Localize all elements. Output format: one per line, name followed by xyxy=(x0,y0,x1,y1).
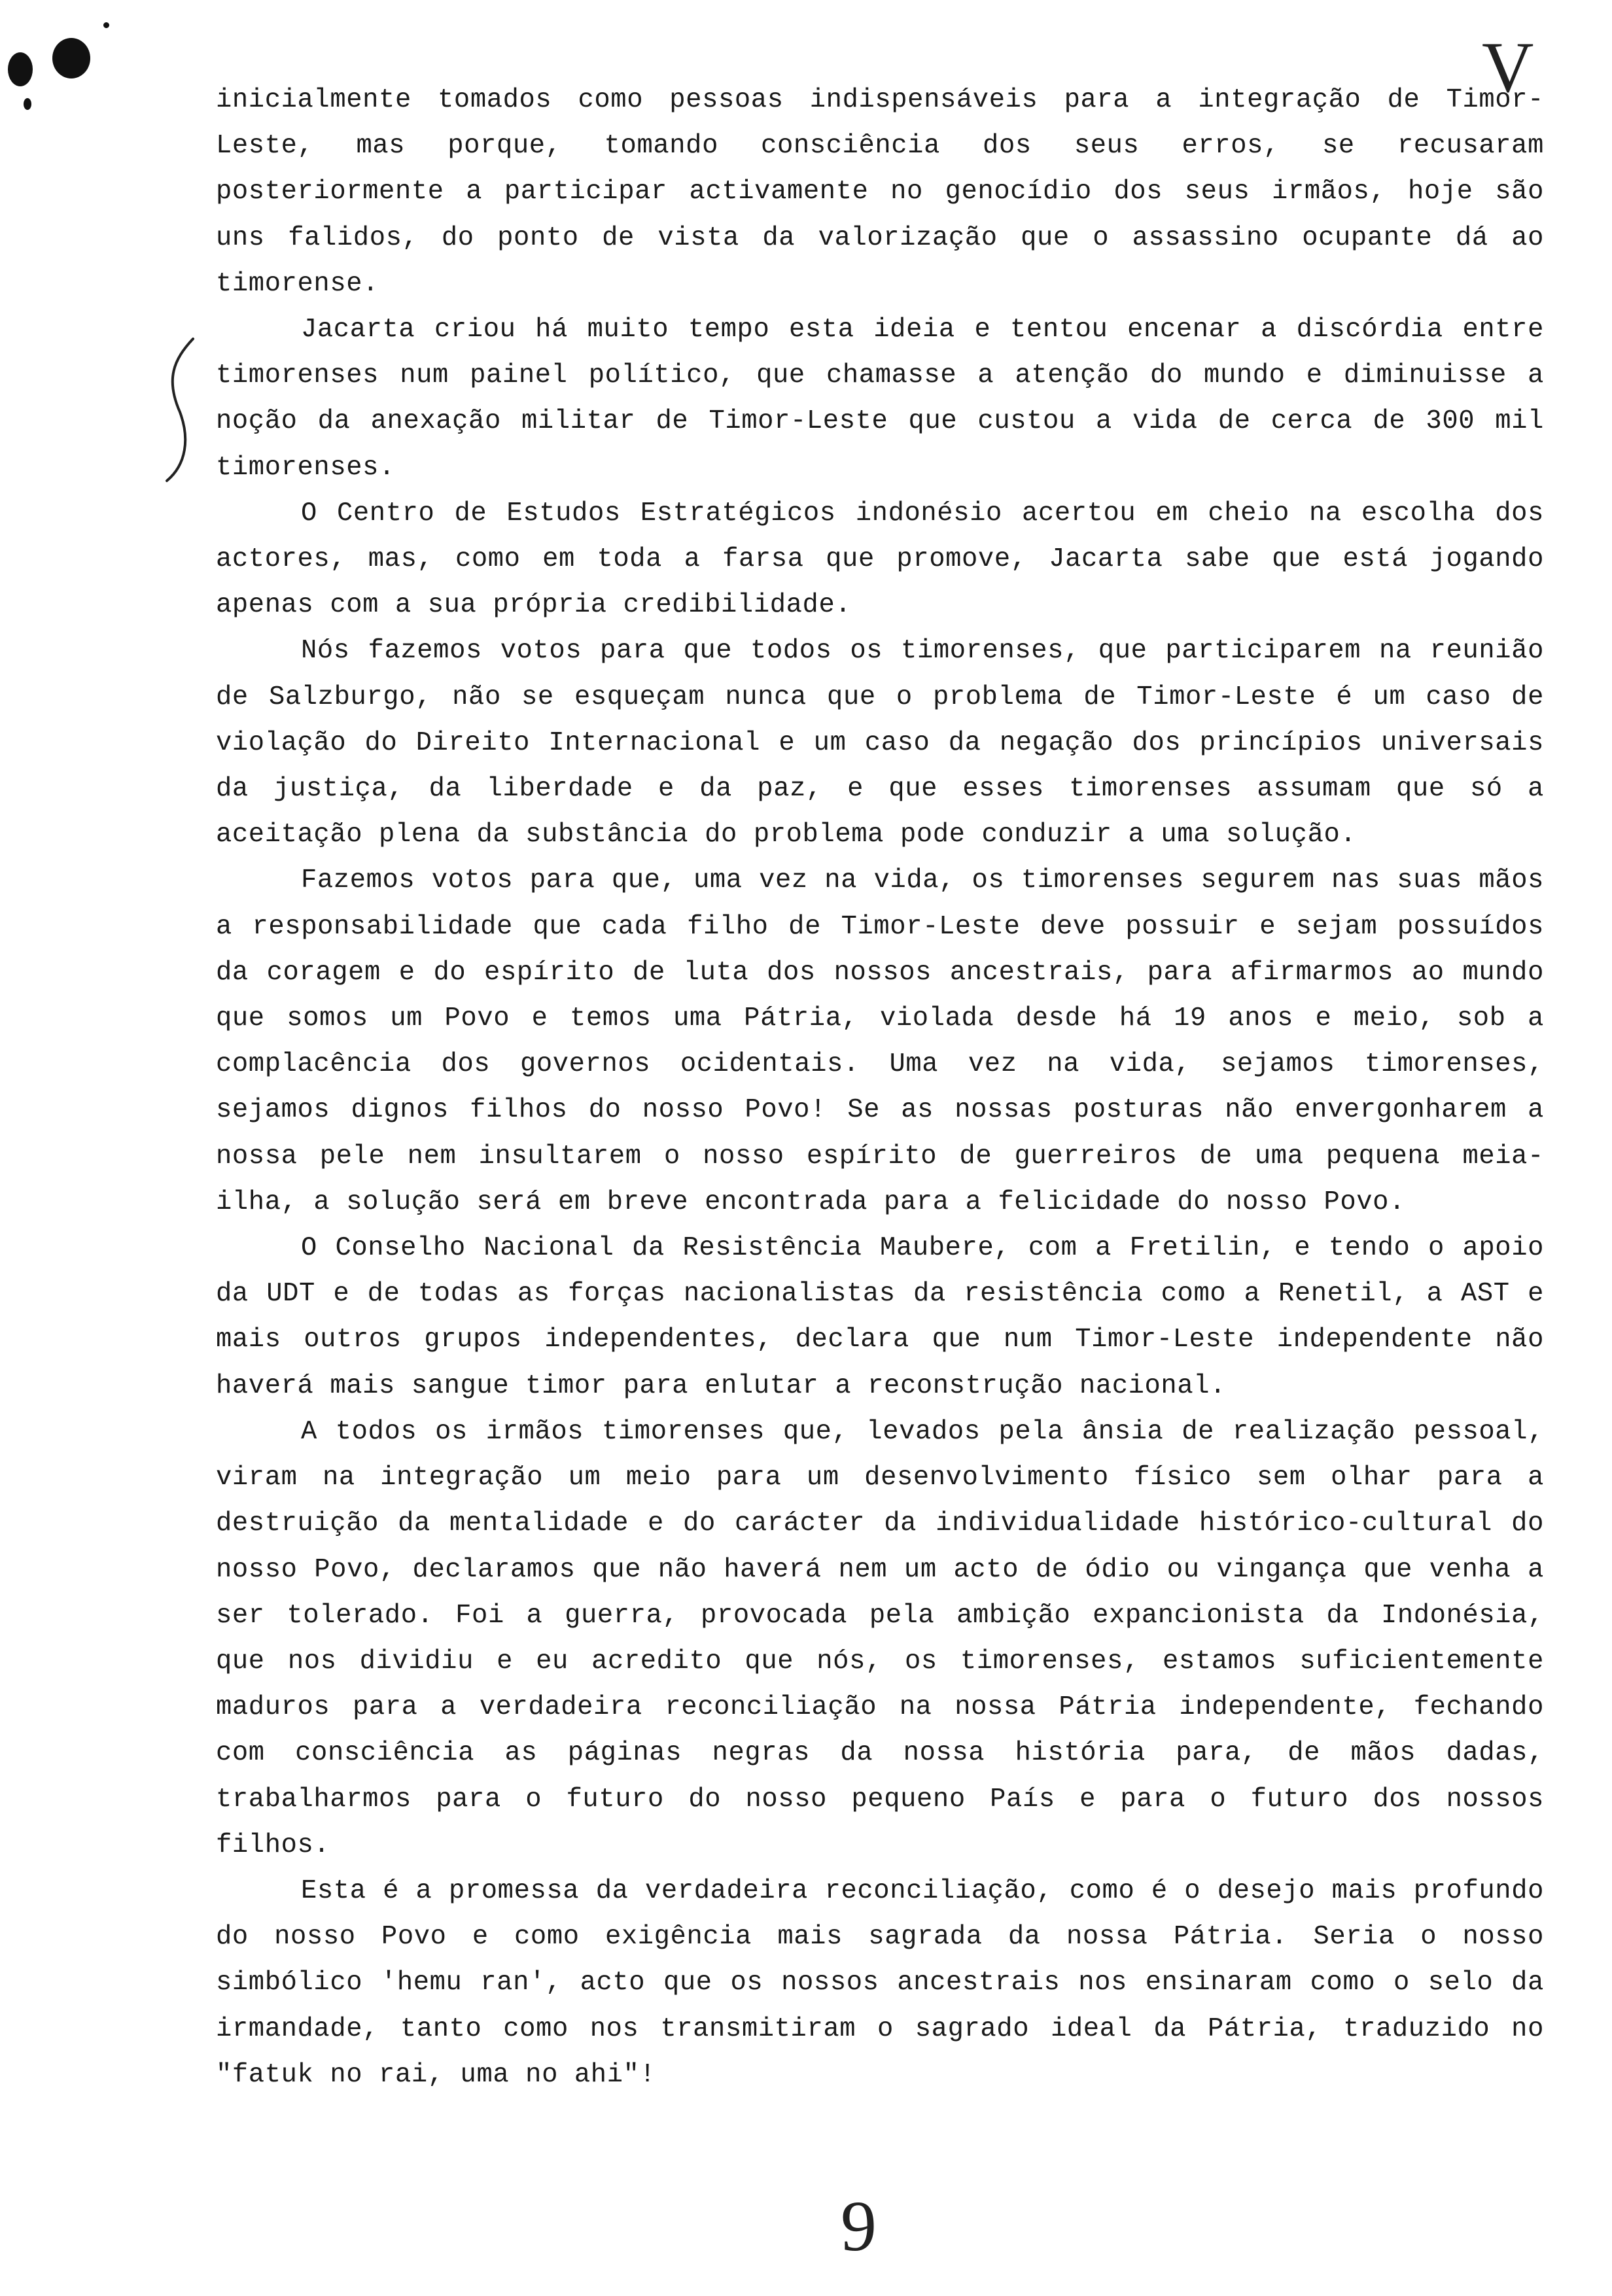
paragraph: Esta é a promessa da verdadeira reconciliação, como é o desejo mais profundo do nosso Povo e como exigência mais sagrada da nossa Pátria. Seria o nosso simbólico 'hemu ran', acto que os nossos ancestrais nos ensinaram como o selo da irmandade, tanto como nos transmitiram o sagrado ideal da Pátria, traduzido no "fatuk no rai, uma no ahi"! xyxy=(216,1875,1544,2090)
paragraph: Fazemos votos para que, uma vez na vida, os timorenses segurem nas suas mãos a responsabilidade que cada filho de Timor-Leste deve possuir e sejam possuídos da coragem e do espírito de luta dos nossos ancestrais, para afirmarmos ao mundo que somos um Povo e temos uma Pátria, violada desde há 19 anos e meio, sob a complacência dos governos ocidentais. Uma vez na vida, sejamos timorenses, sejamos dignos filhos do nosso Povo! Se as nossas posturas não envergonharem a nossa pele nem insultarem o nosso espírito de guerreiros de uma pequena meia-ilha, a solução será em breve encontrada para a felicidade do nosso Povo. xyxy=(216,865,1544,1217)
paragraph: inicialmente tomados como pessoas indispensáveis para a integração de Timor-Leste, mas porque, tomando consciência dos seus erros, se recusaram posteriormente a participar activamente no genocídio dos seus irmãos, hoje são uns falidos, do ponto de vista da valorização que o assassino ocupante dá ao timorense. xyxy=(216,85,1544,299)
document-body xyxy=(216,77,1544,2098)
paragraph: A todos os irmãos timorenses que, levados pela ânsia de realização pessoal, viram na integração um meio para um desenvolvimento físico sem olhar para a destruição da mentalidade e do carácter da individualidade histórico-cultural do nosso Povo, declaramos que não haverá nem um acto de ódio ou vingança que venha a ser tolerado. Foi a guerra, provocada pela ambição expancionista da Indonésia, que nos dividiu e eu acredito que nós, os timorenses, estamos suficientemente maduros para a verdadeira reconciliação na nossa Pátria independente, fechando com consciência as páginas negras da nossa história para, de mãos dadas, trabalharmos para o futuro do nosso pequeno País e para o futuro dos nossos filhos. xyxy=(216,1416,1544,1860)
corner-handwritten-mark: V xyxy=(1482,27,1534,107)
paragraph: O Conselho Nacional da Resistência Maubere, com a Fretilin, e tendo o apoio da UDT e de todas as forças nacionalistas da resistência como a Renetil, a AST e mais outros grupos independentes, declara que num Timor-Leste independente não haverá mais sangue timor para enlutar a reconstrução nacional. xyxy=(216,1233,1544,1401)
punch-hole-mark xyxy=(24,98,31,110)
paragraph: Jacarta criou há muito tempo esta ideia e tentou encenar a discórdia entre timorenses num painel político, que chamasse a atenção do mundo e diminuisse a noção da anexação militar de Timor-Leste que custou a vida de cerca de 300 mil timorenses. xyxy=(216,315,1544,483)
punch-hole-mark xyxy=(103,22,109,28)
paragraph: O Centro de Estudos Estratégicos indonésio acertou em cheio na escolha dos actores, mas, como em toda a farsa que promove, Jacarta sabe que está jogando apenas com a sua própria credibilidade. xyxy=(216,498,1544,621)
paragraph: Nós fazemos votos para que todos os timorenses, que participarem na reunião de Salzburgo, não se esqueçam nunca que o problema de Timor-Leste é um caso de violação do Direito Internacional e um caso da negação dos princípios universais da justiça, da liberdade e da paz, e que esses timorenses assumam que só a aceitação plena da substância do problema pode conduzir a uma solução. xyxy=(216,636,1544,850)
margin-handwritten-stroke xyxy=(154,334,213,484)
page-number: 9 xyxy=(841,2186,877,2266)
punch-hole-mark xyxy=(52,38,90,78)
punch-hole-mark xyxy=(8,52,33,86)
